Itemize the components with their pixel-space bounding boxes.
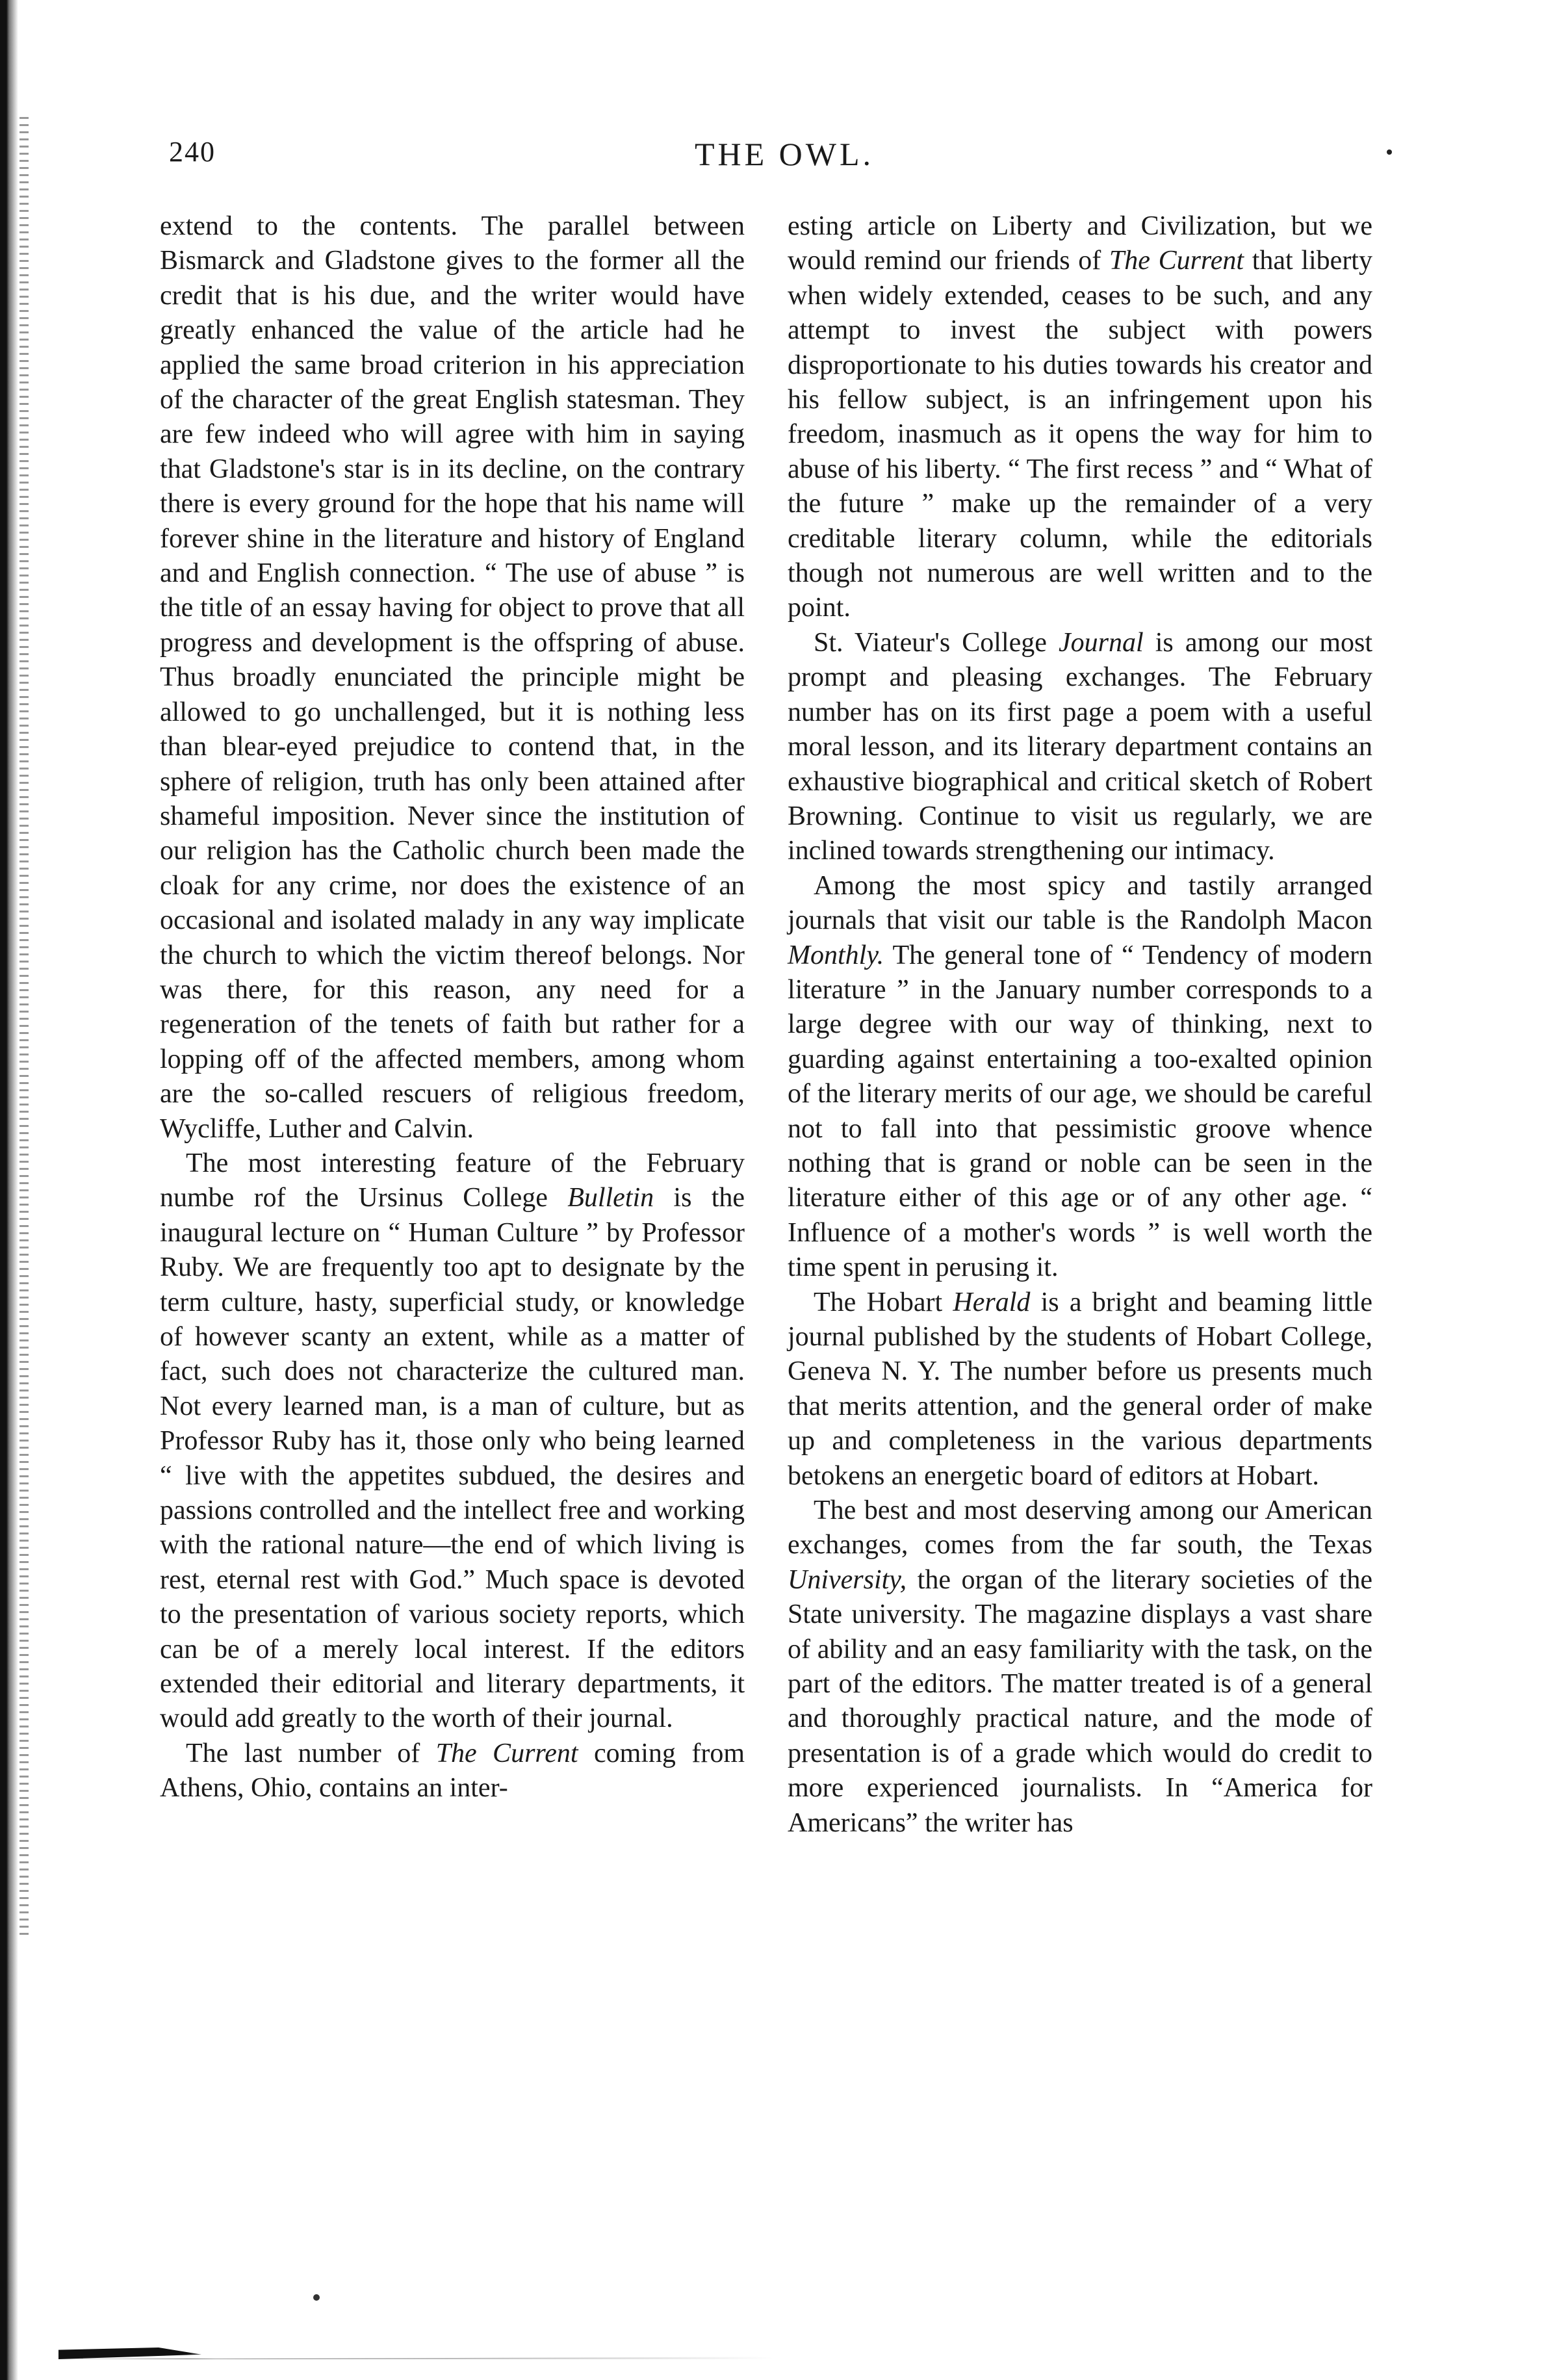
right-paragraph-5: The best and most deserving among our American exchanges, comes from the far south, the Texas University, the organ of the literary societies of the State university. The magazine displays a vast share of ability and an easy familiarity with the task, on the part of the editors. The matter treated is of a general and thoroughly practical nature, and the mode of presentation is of a grade which would do credit to more experienced journalists. In “America for Americans” the writer has	[788, 1495, 1372, 1838]
binding-perforation	[19, 117, 29, 1937]
header-mark	[1387, 149, 1392, 155]
left-paragraph-1: extend to the contents. The parallel between Bismarck and Gladstone gives to the former all the credit that is his due, and the writer would have greatly enhanced the value of the article had he applied the same broad criterion in his appreciation of the character of the great English statesman. They are few indeed who will agree with him in saying that Gladstone's star is in its decline, on the contrary there is every ground for the hope that his name will forever shine in the literature and history of England and and English connection. “ The use of abuse ” is the title of an essay having for object to prove that all progress and development is the offspring of abuse. Thus broadly enunciated the principle might be allowed to go unchallenged, but it is nothing less than blear-eyed prejudice to contend that, in the sphere of religion, truth has only been attained after shameful imposition. Never since the institution of our religion has the Catholic church been made the cloak for any crime, nor does the existence of an occasional and isolated malady in any way implicate the church to which the victim thereof belongs. Nor was there, for this reason, any need for a regeneration of the tenets of faith but rather for a lopping off of the affected members, among whom are the so-called rescuers of religious freedom, Wycliffe, Luther and Calvin.	[160, 211, 745, 1144]
right-paragraph-3: Among the most spicy and tastily arranged journals that visit our table is the Randolph Macon Monthly. The general tone of “ Tendency of modern literature ” in the January number corresponds to a large degree with our way of thinking, next to guarding against entertaining a too-exalted opinion of the literary merits of our age, we should be careful not to fall into that pessimistic groove whence nothing that is grand or noble can be seen in the literature either of this age or of any other age. “ Influence of a mother's words ” is well worth the time spent in perusing it.	[788, 870, 1372, 1283]
italic-title-university: University,	[788, 1564, 907, 1595]
right-paragraph-1: esting article on Liberty and Civilization, but we would remind our friends of The Current that liberty when widely extended, ceases to be such, and any attempt to invest the subject with powers disproportionate to his duties towards his creator and his fellow subject, is an infringement upon his freedom, inasmuch as it opens the way for him to abuse of his liberty. “ The first recess ” and “ What of the future ” make up the remainder of a very creditable literary column, while the editorials though not numerous are well written and to the point.	[788, 211, 1372, 623]
page-header	[151, 135, 1418, 181]
bottom-scan-rule	[58, 2348, 773, 2359]
italic-title-current-2: The Current	[1109, 246, 1244, 276]
left-column	[160, 209, 745, 1806]
right-paragraph-4: The Hobart Herald is a bright and beaming little journal published by the students of Hobart College, Geneva N. Y. The number before us presents much that merits attention, and the general order of make up and completeness in the various departments betokens an energetic board of editors at Hobart.	[788, 1287, 1372, 1491]
footer-ink-mark	[313, 2294, 320, 2301]
italic-title-monthly: Monthly.	[788, 940, 884, 970]
right-paragraph-2: St. Viateur's College Journal is among our most prompt and pleasing exchanges. The February number has on its first page a poem with a useful moral lesson, and its literary department contains an exhaustive biographical and critical sketch of Robert Browning. Continue to visit us regularly, we are inclined towards strengthening our intimacy.	[788, 627, 1372, 866]
right-column	[788, 209, 1372, 1841]
italic-title-journal: Journal	[1059, 627, 1144, 658]
page-number: 240	[169, 136, 216, 168]
page-binding-edge	[0, 0, 18, 2380]
left-paragraph-2: The most interesting feature of the February numbe rof the Ursinus College Bulletin is the inaugural lecture on “ Human Culture ” by Professor Ruby. We are frequently too apt to designate by the term culture, hasty, superficial study, or knowledge of however scanty an extent, while as a matter of fact, such does not characterize the cultured man. Not every learned man, is a man of culture, but as Professor Ruby has it, those only who being learned “ live with the appetites subdued, the desires and passions controlled and the intellect free and working with the rational nature—the end of which living is rest, eternal rest with God.” Much space is devoted to the presentation of various society reports, which can be of a merely local interest. If the editors extended their editorial and literary departments, it would add greatly to the worth of their journal.	[160, 1148, 745, 1734]
italic-title-bulletin: Bulletin	[567, 1183, 654, 1213]
italic-title-herald: Herald	[953, 1287, 1031, 1317]
italic-title-current: The Current	[435, 1738, 578, 1768]
running-title: THE OWL.	[694, 136, 875, 172]
left-paragraph-3: The last number of The Current coming from Athens, Ohio, contains an inter-	[160, 1738, 745, 1804]
